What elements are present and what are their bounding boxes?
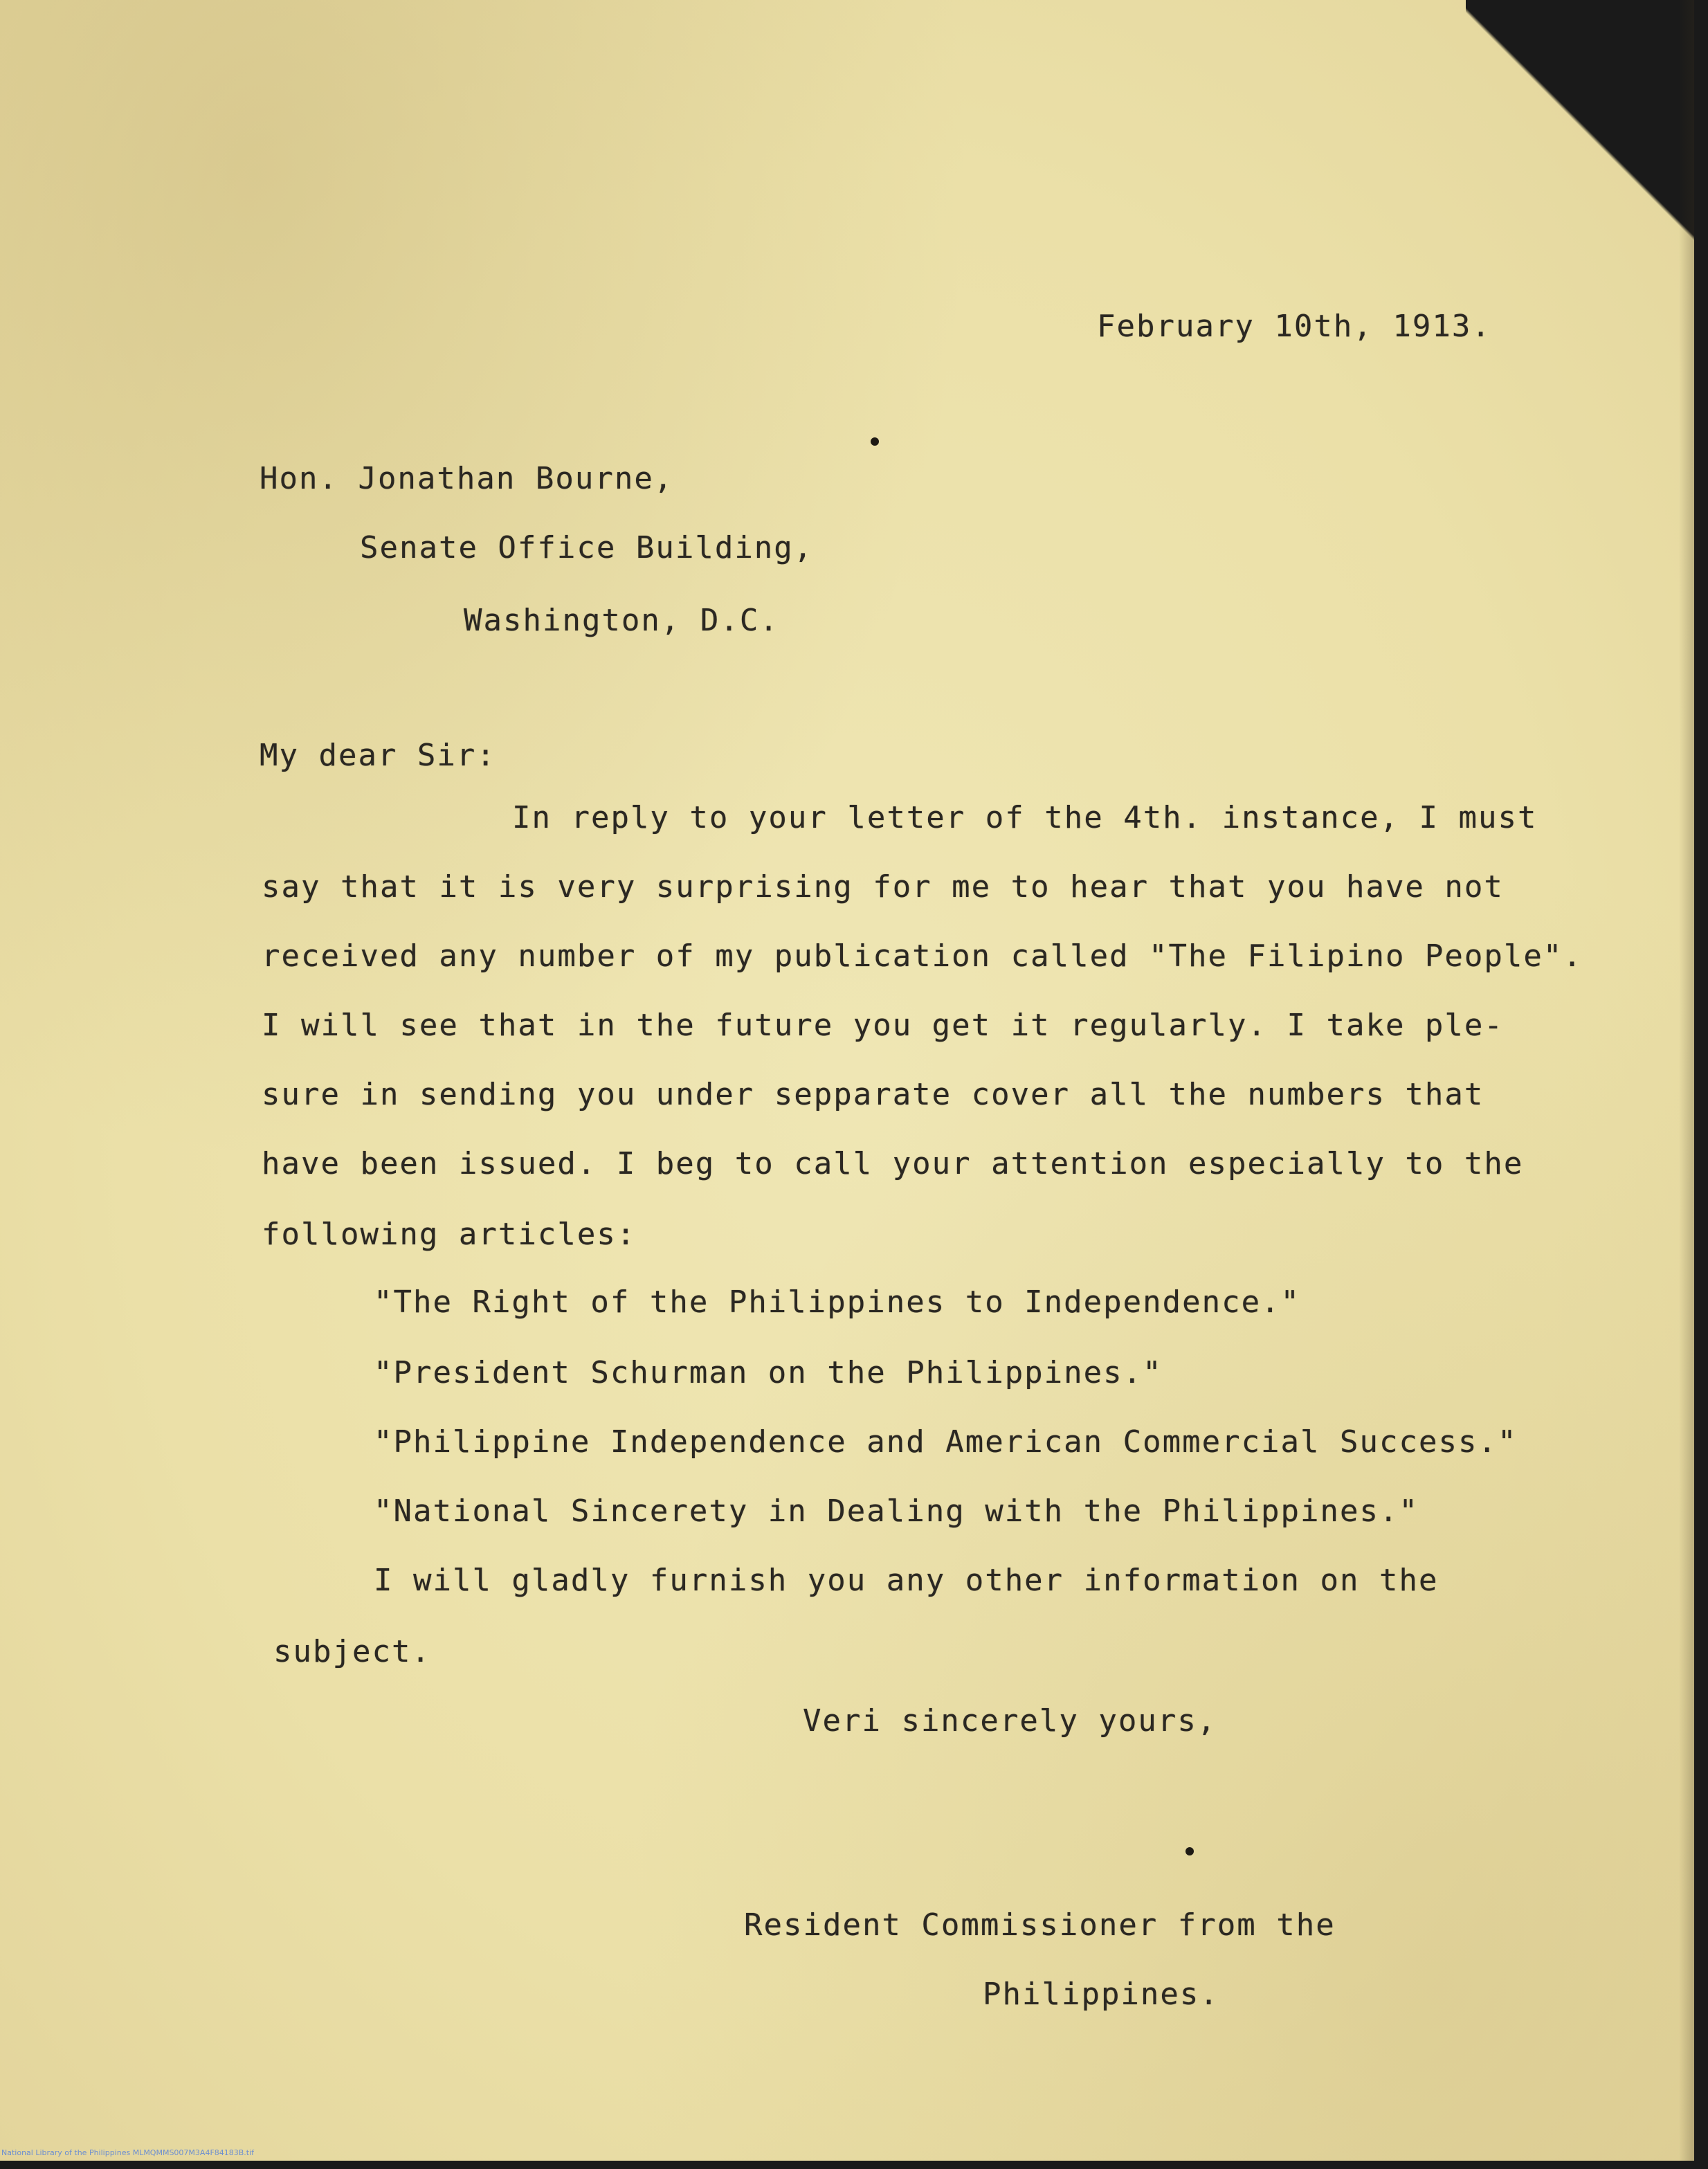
recipient-address-line2: Washington, D.C. [464,603,779,638]
article-title: "Philippine Independence and American Commercial Success." [374,1424,1518,1460]
body-line: received any number of my publication called "The Filipino People". [262,938,1583,974]
body-line: I will see that in the future you get it regularly. I take ple- [262,1008,1504,1043]
ink-spot [871,437,879,446]
body-line: following articles: [262,1217,637,1252]
torn-corner [1466,0,1694,263]
article-title: "The Right of the Philippines to Independence." [374,1285,1301,1320]
signature-title: Resident Commissioner from the [744,1907,1336,1943]
closing-line: I will gladly furnish you any other information on the [374,1563,1439,1598]
article-title: "President Schurman on the Philippines." [374,1355,1163,1390]
body-line: sure in sending you under sepparate cover all the numbers that [262,1077,1484,1112]
letter-date: February 10th, 1913. [1097,309,1491,344]
body-line: have been issued. I beg to call your attention especially to the [262,1146,1524,1181]
closing-line: subject. [273,1634,431,1669]
salutation: My dear Sir: [260,738,496,773]
body-line: say that it is very surprising for me to hear that you have not [262,869,1504,905]
archive-stamp: National Library of the Philippines MLMQMMS007M3A4F84183B.tif [1,2148,255,2157]
ink-spot [1185,1847,1194,1855]
article-title: "National Sincerety in Dealing with the Philippines." [374,1494,1419,1529]
body-line: In reply to your letter of the 4th. instance, I must [512,800,1538,835]
recipient-name: Hon. Jonathan Bourne, [260,461,674,496]
page-edge-shadow [1679,0,1694,2161]
valediction: Veri sincerely yours, [803,1703,1217,1739]
recipient-address-line1: Senate Office Building, [360,530,814,565]
signature-title: Philippines. [983,1977,1219,2012]
